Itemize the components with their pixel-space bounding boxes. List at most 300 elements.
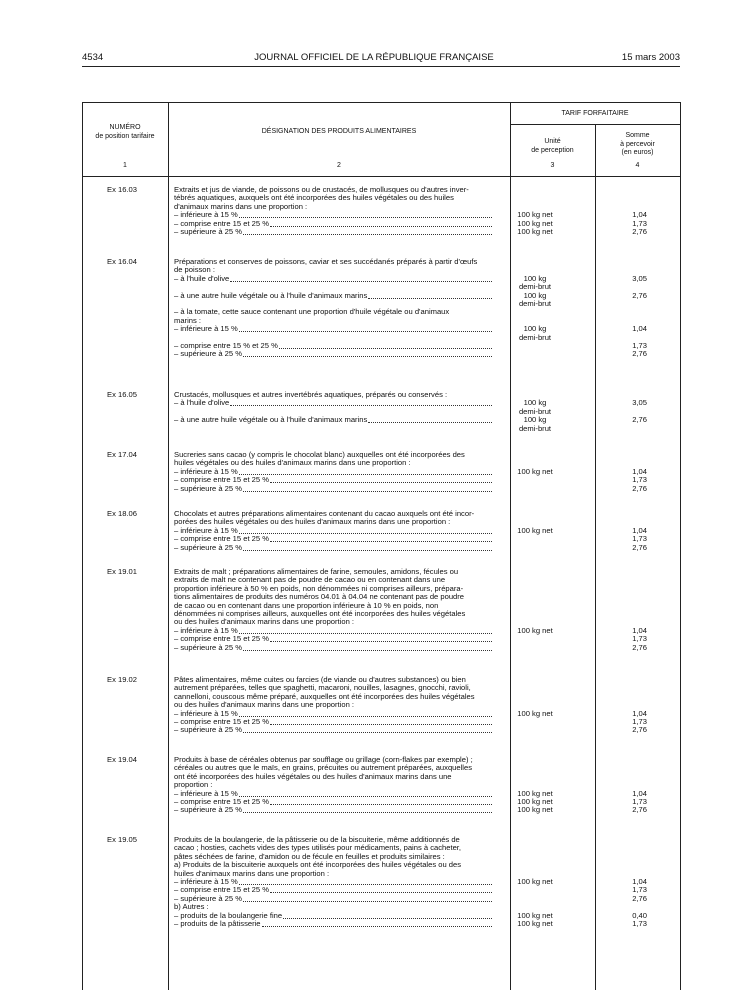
unit-of-collection: 100 kg net xyxy=(517,805,553,815)
product-designation: extraits de malt ne contenant pas de poudre de cacao ou en contenant dans une xyxy=(174,576,446,585)
amount-euros: 2,76 xyxy=(632,642,647,652)
row-line xyxy=(82,878,680,886)
product-designation: – supérieure à 25 % xyxy=(162,895,493,903)
product-designation: – supérieure à 25 % xyxy=(162,228,493,236)
row-line xyxy=(82,220,680,228)
tariff-position xyxy=(82,726,162,734)
amount-euros xyxy=(577,300,663,308)
tariff-position: Ex 19.02 xyxy=(107,675,137,684)
amount-euros: 2,76 xyxy=(632,290,647,300)
amount-euros xyxy=(577,764,663,772)
unit-of-collection: demi-brut xyxy=(518,423,552,433)
unit-of-collection: demi-brut xyxy=(518,282,552,292)
product-designation: – à une autre huile végétale ou à l'huile d'animaux marins xyxy=(162,416,493,424)
publication-date: 15 mars 2003 xyxy=(621,52,680,63)
amount-euros: 0,40 xyxy=(632,910,647,920)
row-line xyxy=(82,726,680,734)
tariff-position xyxy=(82,870,162,878)
unit-of-collection: 100 kg net xyxy=(517,210,553,220)
amount-euros xyxy=(577,283,663,291)
row-line xyxy=(82,701,680,709)
unit-of-collection xyxy=(493,676,577,684)
dot-leader xyxy=(270,635,492,642)
tariff-position: Ex 17.04 xyxy=(107,450,137,459)
product-designation: tions alimentaires de produits des numéros 04.01 à 04.04 ne contenant pas de poudre xyxy=(174,593,465,602)
row-line xyxy=(82,861,680,869)
amount-euros xyxy=(577,408,663,416)
unit-of-collection xyxy=(493,836,577,844)
tariff-position xyxy=(82,886,162,894)
unit-of-collection xyxy=(493,756,577,764)
row-line xyxy=(82,292,680,300)
unit-of-collection xyxy=(493,644,577,652)
tariff-position xyxy=(82,468,162,476)
tariff-position xyxy=(82,425,162,433)
amount-euros: 1,73 xyxy=(632,918,647,928)
row-line xyxy=(82,258,680,266)
product-designation: de cacao ou en contenant dans une proportion inférieure à 10 % en poids, non xyxy=(174,601,439,610)
row-line xyxy=(82,527,680,535)
amount-euros xyxy=(577,459,663,467)
row-line xyxy=(82,451,680,459)
row-line xyxy=(82,342,680,350)
unit-of-collection: 100 kg net xyxy=(517,876,553,886)
row-line xyxy=(82,764,680,772)
tariff-position xyxy=(82,585,162,593)
row-line xyxy=(82,211,680,219)
row-line xyxy=(82,710,680,718)
tariff-position xyxy=(82,220,162,228)
unit-of-collection xyxy=(493,718,577,726)
dot-leader xyxy=(243,544,492,551)
table-right-border xyxy=(680,102,681,990)
amount-euros xyxy=(577,781,663,789)
unit-of-collection xyxy=(493,602,577,610)
col4-header: Somme à percevoir (en euros) xyxy=(620,132,655,156)
dot-leader xyxy=(243,806,492,813)
row-line xyxy=(82,317,680,325)
tariff-position xyxy=(82,806,162,814)
unit-of-collection: 100 kg net xyxy=(517,918,553,928)
tariff-position xyxy=(82,798,162,806)
amount-euros: 1,73 xyxy=(632,634,647,644)
tariff-position xyxy=(82,718,162,726)
product-designation: – supérieure à 25 % xyxy=(162,726,493,734)
unit-of-collection: 100 kg xyxy=(523,415,547,425)
row-line xyxy=(82,485,680,493)
product-designation: ou des huiles d'animaux marins dans une proportion : xyxy=(174,618,355,627)
amount-euros: 1,73 xyxy=(632,340,647,350)
row-line xyxy=(82,308,680,316)
product-designation: – produits de la pâtisserie xyxy=(162,920,493,928)
amount-euros xyxy=(577,701,663,709)
dot-leader xyxy=(239,527,492,534)
unit-of-collection xyxy=(493,476,577,484)
product-designation: – inférieure à 15 % xyxy=(162,325,493,333)
tariff-position xyxy=(82,627,162,635)
tariff-position: Ex 16.03 xyxy=(107,185,137,194)
product-designation: Préparations et conserves de poissons, caviar et ses succédanés préparés à partir d'œufs xyxy=(174,258,478,266)
dot-leader xyxy=(368,416,492,423)
unit-of-collection xyxy=(493,764,577,772)
amount-euros xyxy=(577,773,663,781)
dot-leader xyxy=(243,485,492,492)
row-line xyxy=(82,544,680,552)
tariff-position xyxy=(82,544,162,552)
product-designation: marins : xyxy=(174,316,202,325)
product-designation: – à l'huile d'olive xyxy=(162,399,493,407)
product-designation: – à la tomate, cette sauce contenant une proportion d'huile végétale ou d'animaux xyxy=(174,308,450,317)
product-designation: proportion inférieure à 50 % en poids, non dénommées ni comprises ailleurs, prépara- xyxy=(174,584,464,593)
col1-number: 1 xyxy=(123,162,127,169)
product-designation: Chocolats et autres préparations alimentaires contenant du cacao auxquels ont été incor- xyxy=(174,510,475,518)
product-designation: Produits de la boulangerie, de la pâtisserie ou de la biscuiterie, même additionnés de xyxy=(174,836,460,844)
amount-euros: 2,76 xyxy=(632,542,647,552)
product-designation: – produits de la boulangerie fine xyxy=(162,912,493,920)
dot-leader xyxy=(243,644,492,651)
unit-of-collection: demi-brut xyxy=(518,406,552,416)
amount-euros xyxy=(577,836,663,844)
amount-euros: 1,73 xyxy=(632,475,647,485)
product-designation: porées des huiles végétales ou des huiles d'animaux marins dans une proportion : xyxy=(174,518,451,527)
unit-of-collection xyxy=(493,535,577,543)
unit-of-collection xyxy=(493,194,577,202)
unit-of-collection xyxy=(493,510,577,518)
tariff-position: Ex 19.04 xyxy=(107,755,137,764)
row-line xyxy=(82,610,680,618)
table-row xyxy=(82,510,680,552)
row-line xyxy=(82,718,680,726)
product-designation: – inférieure à 15 % xyxy=(162,878,493,886)
unit-of-collection xyxy=(493,726,577,734)
product-designation: cannelloni, couscous même préparé, auxquelles ont été incorporées des huiles végétales xyxy=(174,692,475,701)
amount-euros xyxy=(577,693,663,701)
amount-euros xyxy=(577,576,663,584)
tariff-position xyxy=(82,853,162,861)
row-line xyxy=(82,194,680,202)
dot-leader xyxy=(243,228,492,235)
tariff-position xyxy=(82,266,162,274)
tariff-position xyxy=(82,350,162,358)
col4-number: 4 xyxy=(635,162,640,169)
unit-of-collection xyxy=(493,350,577,358)
dot-leader xyxy=(239,468,492,475)
unit-of-collection xyxy=(493,684,577,692)
row-line xyxy=(82,391,680,399)
amount-euros: 1,73 xyxy=(632,885,647,895)
product-designation: – inférieure à 15 % xyxy=(162,527,493,535)
row-line xyxy=(82,912,680,920)
product-designation: – comprise entre 15 et 25 % xyxy=(162,220,493,228)
tariff-position: Ex 16.05 xyxy=(107,390,137,399)
tariff-position xyxy=(82,903,162,911)
tariff-position xyxy=(82,292,162,300)
row-line xyxy=(82,576,680,584)
unit-of-collection xyxy=(493,861,577,869)
amount-euros xyxy=(577,861,663,869)
product-designation xyxy=(162,334,493,342)
tariff-position xyxy=(82,861,162,869)
row-line xyxy=(82,886,680,894)
amount-euros: 1,04 xyxy=(632,708,647,718)
table-row xyxy=(82,568,680,652)
row-line xyxy=(82,350,680,358)
product-designation: ont été incorporées des huiles végétales ou des huiles d'animaux marins dans une xyxy=(174,772,452,781)
amount-euros: 1,04 xyxy=(632,210,647,220)
tariff-position xyxy=(82,317,162,325)
unit-of-collection: 100 kg xyxy=(523,324,547,334)
table-row xyxy=(82,756,680,815)
unit-of-collection: 100 kg net xyxy=(517,218,553,228)
product-designation: b) Autres : xyxy=(174,903,209,912)
tariff-position xyxy=(82,399,162,407)
amount-euros: 2,76 xyxy=(632,725,647,735)
row-line xyxy=(82,283,680,291)
amount-euros: 1,73 xyxy=(632,218,647,228)
amount-euros: 2,76 xyxy=(632,805,647,815)
product-designation: – comprise entre 15 % et 25 % xyxy=(162,342,493,350)
product-designation: céréales ou autres que le maïs, en grains, précuites ou autrement préparées, auxquelles xyxy=(174,764,473,773)
amount-euros xyxy=(577,618,663,626)
row-line xyxy=(82,781,680,789)
row-line xyxy=(82,399,680,407)
amount-euros xyxy=(577,676,663,684)
amount-euros xyxy=(577,593,663,601)
dot-leader xyxy=(239,627,492,634)
product-designation: ou des huiles d'animaux marins dans une proportion : xyxy=(174,701,355,710)
tariff-position xyxy=(82,211,162,219)
row-line xyxy=(82,408,680,416)
dot-leader xyxy=(283,912,492,919)
row-line xyxy=(82,903,680,911)
tariff-position: Ex 19.05 xyxy=(107,835,137,844)
tariff-position xyxy=(82,684,162,692)
product-designation: – à l'huile d'olive xyxy=(162,275,493,283)
dot-leader xyxy=(230,399,492,406)
row-line xyxy=(82,568,680,576)
tariff-position xyxy=(82,895,162,903)
tariff-position xyxy=(82,527,162,535)
amount-euros: 3,05 xyxy=(632,398,647,408)
product-designation: a) Produits de la biscuiterie auxquels ont été incorporées des huiles végétales ou des xyxy=(174,861,462,870)
tariff-position xyxy=(82,485,162,493)
col2-number: 2 xyxy=(337,162,341,169)
page-number: 4534 xyxy=(82,52,104,63)
product-designation: Extraits de malt ; préparations alimentaires de farine, semoules, amidons, fécules ou xyxy=(174,568,459,576)
amount-euros xyxy=(577,853,663,861)
dot-leader xyxy=(270,535,492,542)
amount-euros: 1,04 xyxy=(632,788,647,798)
unit-of-collection: 100 kg xyxy=(523,290,547,300)
unit-of-collection: 100 kg net xyxy=(517,796,553,806)
product-designation: – supérieure à 25 % xyxy=(162,350,493,358)
row-line xyxy=(82,635,680,643)
dot-leader xyxy=(368,292,492,299)
product-designation: – supérieure à 25 % xyxy=(162,544,493,552)
row-line xyxy=(82,186,680,194)
product-designation xyxy=(162,408,493,416)
amount-euros xyxy=(577,194,663,202)
product-designation: huiles d'animaux marins dans une proportion : xyxy=(174,869,330,878)
row-line xyxy=(82,676,680,684)
amount-euros: 2,76 xyxy=(632,415,647,425)
amount-euros: 2,76 xyxy=(632,893,647,903)
amount-euros xyxy=(577,602,663,610)
row-line xyxy=(82,684,680,692)
tariff-position xyxy=(82,334,162,342)
amount-euros xyxy=(577,756,663,764)
unit-of-collection: 100 kg net xyxy=(517,708,553,718)
amount-euros xyxy=(577,610,663,618)
amount-euros xyxy=(577,258,663,266)
tariff-position xyxy=(82,635,162,643)
unit-of-collection xyxy=(493,186,577,194)
row-line xyxy=(82,416,680,424)
product-designation: – supérieure à 25 % xyxy=(162,644,493,652)
tariff-position xyxy=(82,476,162,484)
amount-euros xyxy=(577,425,663,433)
product-designation: – comprise entre 15 et 25 % xyxy=(162,798,493,806)
row-line xyxy=(82,325,680,333)
amount-euros xyxy=(577,870,663,878)
amount-euros: 3,05 xyxy=(632,273,647,283)
amount-euros xyxy=(577,308,663,316)
amount-euros xyxy=(577,844,663,852)
product-designation: Pâtes alimentaires, même cuites ou farcies (de viande ou d'autres substances) ou bien xyxy=(174,676,466,684)
table-head-divider xyxy=(82,176,680,177)
amount-euros xyxy=(577,391,663,399)
dot-leader xyxy=(239,790,492,797)
row-line xyxy=(82,920,680,928)
dot-leader xyxy=(243,726,492,733)
amount-euros: 1,04 xyxy=(632,466,647,476)
tariff-position xyxy=(82,342,162,350)
unit-of-collection: 100 kg net xyxy=(517,788,553,798)
tariff-position xyxy=(82,781,162,789)
product-designation: tébrés aquatiques, auxquels ont été incorporées des huiles végétales ou des huiles xyxy=(174,194,454,203)
product-designation: – à une autre huile végétale ou à l'huile d'animaux marins xyxy=(162,292,493,300)
row-line xyxy=(82,602,680,610)
unit-of-collection xyxy=(493,576,577,584)
unit-of-collection: 100 kg net xyxy=(517,466,553,476)
product-designation: – comprise entre 15 et 25 % xyxy=(162,635,493,643)
row-line xyxy=(82,275,680,283)
amount-euros: 1,04 xyxy=(632,324,647,334)
tariff-position xyxy=(82,308,162,316)
row-line xyxy=(82,425,680,433)
amount-euros: 1,04 xyxy=(632,625,647,635)
row-line xyxy=(82,476,680,484)
tariff-position: Ex 18.06 xyxy=(107,509,137,518)
product-designation xyxy=(162,283,493,291)
tariff-position xyxy=(82,602,162,610)
unit-of-collection: demi-brut xyxy=(518,298,552,308)
product-designation: – supérieure à 25 % xyxy=(162,806,493,814)
product-designation: proportion : xyxy=(174,781,213,790)
unit-of-collection: 100 kg net xyxy=(517,226,553,236)
table-row xyxy=(82,676,680,735)
dot-leader xyxy=(262,920,492,927)
amount-euros xyxy=(577,510,663,518)
header-rule xyxy=(82,66,680,67)
dot-leader xyxy=(270,220,492,227)
tariff-position xyxy=(82,416,162,424)
product-designation: – inférieure à 15 % xyxy=(162,710,493,718)
dot-leader xyxy=(279,342,492,349)
product-designation: – comprise entre 15 et 25 % xyxy=(162,886,493,894)
row-line xyxy=(82,895,680,903)
table-row xyxy=(82,391,680,433)
row-line xyxy=(82,518,680,526)
product-designation xyxy=(162,300,493,308)
dot-leader xyxy=(239,325,492,332)
product-designation: Sucreries sans cacao (y compris le chocolat blanc) auxquelles ont été incorporées des xyxy=(174,451,465,459)
tariff-position xyxy=(82,844,162,852)
row-line xyxy=(82,266,680,274)
amount-euros: 1,04 xyxy=(632,876,647,886)
unit-of-collection xyxy=(493,895,577,903)
tariff-position xyxy=(82,576,162,584)
tariff-position xyxy=(82,878,162,886)
tariff-position xyxy=(82,644,162,652)
unit-of-collection xyxy=(493,568,577,576)
amount-euros: 1,73 xyxy=(632,796,647,806)
product-designation: pâtes séchées de farine, d'amidon ou de fécule en feuilles et produits similaires : xyxy=(174,852,445,861)
product-designation: – inférieure à 15 % xyxy=(162,211,493,219)
row-line xyxy=(82,300,680,308)
tariff-position xyxy=(82,325,162,333)
table-top-border xyxy=(82,102,680,103)
unit-of-collection: demi-brut xyxy=(518,332,552,342)
product-designation: autrement préparées, telles que spaghetti, macaroni, nouilles, lasagnes, gnocchi, ravioli, xyxy=(174,684,471,693)
dot-leader xyxy=(270,476,492,483)
tariff-position xyxy=(82,790,162,798)
tariff-position xyxy=(82,693,162,701)
row-line xyxy=(82,806,680,814)
unit-of-collection xyxy=(493,585,577,593)
tariff-position xyxy=(82,275,162,283)
tariff-position xyxy=(82,203,162,211)
unit-of-collection xyxy=(493,485,577,493)
row-line xyxy=(82,853,680,861)
row-line xyxy=(82,627,680,635)
tariff-position xyxy=(82,535,162,543)
product-designation xyxy=(162,425,493,433)
amount-euros xyxy=(577,585,663,593)
tariff-position xyxy=(82,593,162,601)
dot-leader xyxy=(243,350,492,357)
amount-euros xyxy=(577,203,663,211)
tariff-position xyxy=(82,610,162,618)
tariff-position xyxy=(82,283,162,291)
row-line xyxy=(82,203,680,211)
amount-euros: 2,76 xyxy=(632,483,647,493)
tariff-position xyxy=(82,920,162,928)
product-designation: – comprise entre 15 et 25 % xyxy=(162,535,493,543)
unit-of-collection xyxy=(493,853,577,861)
col2-header: DÉSIGNATION DES PRODUITS ALIMENTAIRES xyxy=(261,128,417,135)
row-line xyxy=(82,693,680,701)
unit-of-collection: 100 kg net xyxy=(517,525,553,535)
dot-leader xyxy=(239,211,492,218)
amount-euros xyxy=(577,266,663,274)
product-designation: cacao ; hosties, cachets vides des types utilisés pour médicaments, pains à cacheter, xyxy=(174,844,462,853)
product-designation: – comprise entre 15 et 25 % xyxy=(162,476,493,484)
row-line xyxy=(82,844,680,852)
amount-euros: 1,04 xyxy=(632,525,647,535)
row-line xyxy=(82,585,680,593)
product-designation: – comprise entre 15 et 25 % xyxy=(162,718,493,726)
